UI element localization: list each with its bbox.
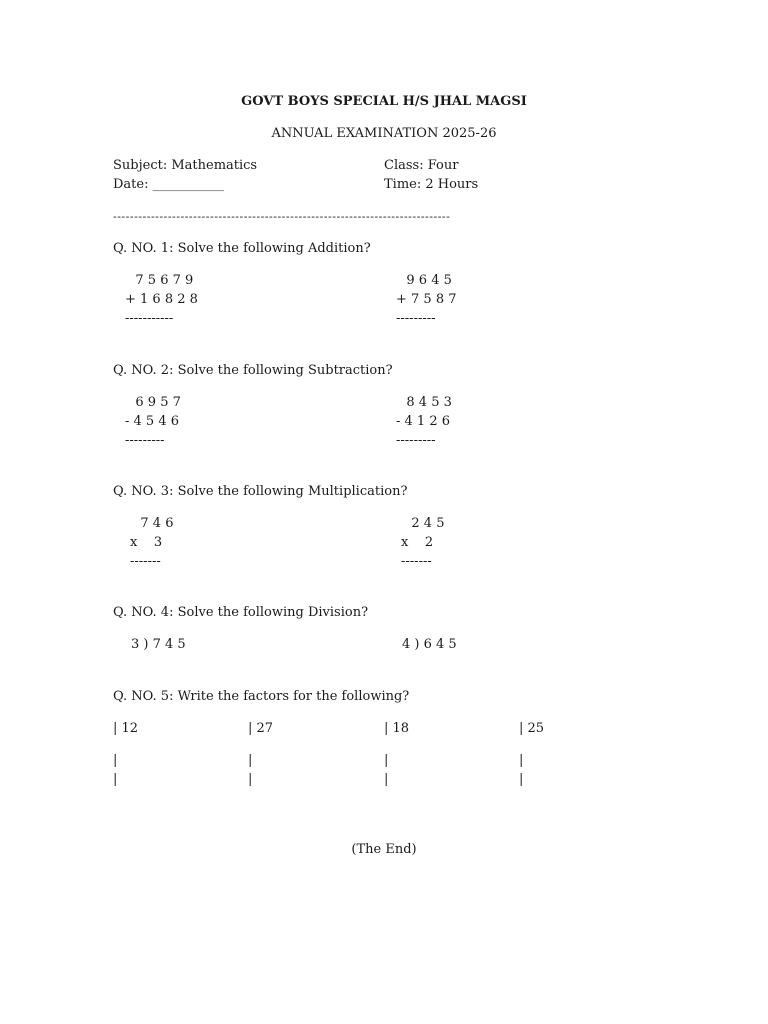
q1-right-line: ---------: [396, 311, 436, 326]
q5-bar: |: [248, 753, 253, 768]
q3-right-row2: x 2: [401, 535, 434, 550]
q2-heading: Q. NO. 2: Solve the following Subtraction?: [113, 363, 393, 378]
q2-left-row1: 6 9 5 7: [123, 395, 181, 410]
q5-item-27: | 27: [248, 721, 274, 736]
q4-right-problem: 4 ) 6 4 5: [402, 637, 457, 652]
q5-bar: |: [519, 772, 524, 787]
q5-bar: |: [519, 753, 524, 768]
q1-right-row1: 9 6 4 5: [394, 273, 452, 288]
q2-right-row1: 8 4 5 3: [394, 395, 452, 410]
q5-bar: |: [113, 753, 118, 768]
q5-bar: |: [113, 772, 118, 787]
q2-right-row2: - 4 1 2 6: [396, 414, 451, 429]
q5-item-12: | 12: [113, 721, 139, 736]
exam-title: ANNUAL EXAMINATION 2025-26: [271, 126, 497, 141]
q3-left-line: -------: [130, 554, 161, 569]
school-name: GOVT BOYS SPECIAL H/S JHAL MAGSI: [241, 94, 527, 109]
q1-left-row1: 7 5 6 7 9: [123, 273, 194, 288]
time-label: Time: 2 Hours: [384, 177, 479, 192]
q2-left-row2: - 4 5 4 6: [125, 414, 180, 429]
q3-right-line: -------: [401, 554, 432, 569]
q3-left-row2: x 3: [130, 535, 163, 550]
q3-heading: Q. NO. 3: Solve the following Multiplication?: [113, 484, 408, 499]
the-end: (The End): [351, 842, 417, 857]
subject-label: Subject: Mathematics: [113, 158, 258, 173]
q1-heading: Q. NO. 1: Solve the following Addition?: [113, 241, 371, 256]
q4-left-problem: 3 ) 7 4 5: [131, 637, 186, 652]
date-label: Date: ___________: [113, 177, 225, 192]
q5-bar: |: [384, 772, 389, 787]
q5-bar: |: [384, 753, 389, 768]
q1-left-line: -----------: [125, 311, 174, 326]
q3-right-row1: 2 4 5: [399, 516, 445, 531]
divider-line: --------------------------------------------------------------------------------: [113, 210, 451, 223]
class-label: Class: Four: [384, 158, 459, 173]
q5-heading: Q. NO. 5: Write the factors for the following?: [113, 689, 410, 704]
q4-heading: Q. NO. 4: Solve the following Division?: [113, 605, 369, 620]
q2-right-line: ---------: [396, 433, 436, 448]
q2-left-line: ---------: [125, 433, 165, 448]
q5-item-18: | 18: [384, 721, 410, 736]
q3-left-row1: 7 4 6: [128, 516, 174, 531]
q1-right-row2: + 7 5 8 7: [396, 292, 457, 307]
q5-item-25: | 25: [519, 721, 545, 736]
q5-bar: |: [248, 772, 253, 787]
q1-left-row2: + 1 6 8 2 8: [125, 292, 198, 307]
